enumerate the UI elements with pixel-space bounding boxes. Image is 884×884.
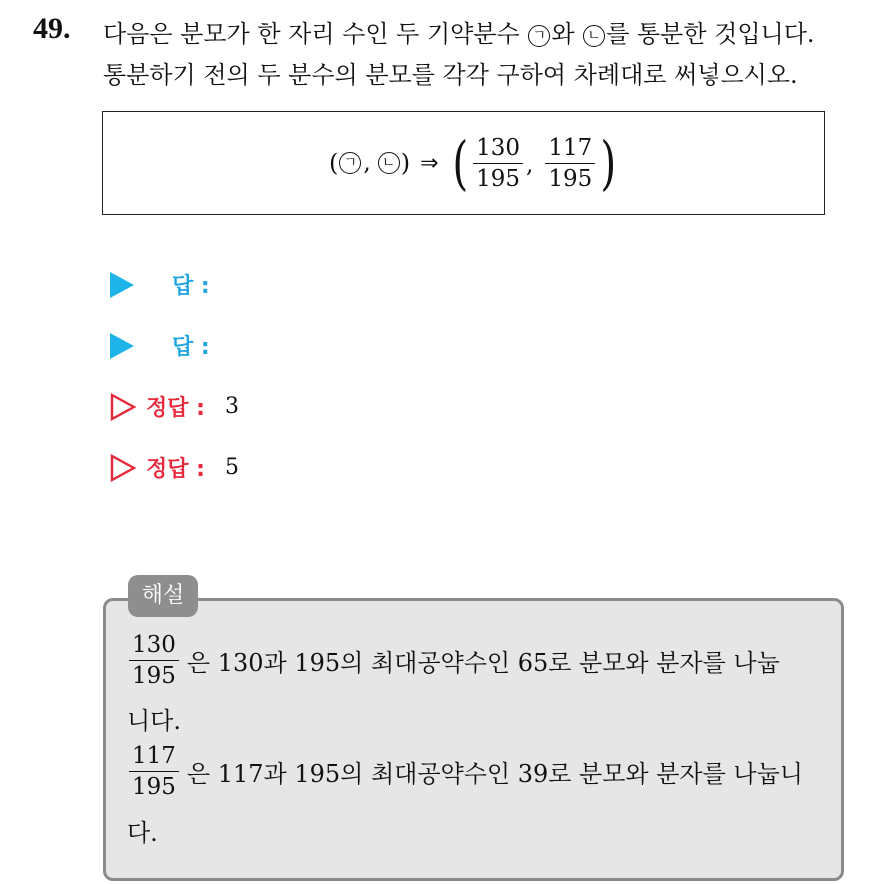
answer-row-1[interactable]	[110, 269, 210, 300]
explanation-fraction-1-denominator: 195	[132, 663, 176, 689]
circled-nieun-icon: ㄴ	[378, 152, 400, 174]
answer-row-2[interactable]	[110, 330, 210, 361]
correct-answer-row-2	[110, 452, 239, 483]
fraction-comma: ,	[526, 152, 534, 178]
explanation-tag: 해설	[128, 575, 198, 617]
explanation-text-2: 은 117과 195의 최대공약수인 39로 분모와 분자를 나눕니	[186, 760, 803, 788]
implies-arrow-icon: ⇒	[420, 150, 439, 176]
fraction-expression	[329, 129, 620, 197]
open-paren: (	[329, 149, 339, 177]
fraction-1	[473, 135, 523, 192]
question-line-2: 통분하기 전의 두 분수의 분모를 각각 구하여 차례대로 써넣으시오.	[103, 61, 798, 89]
play-triangle-icon	[110, 333, 134, 359]
explanation-fraction-1-numerator: 130	[129, 632, 179, 661]
explanation-fraction-1	[129, 632, 179, 689]
outline-triangle-icon	[110, 393, 136, 421]
question-text-a: 다음은 분모가 한 자리 수인 두 기약분수	[103, 20, 528, 48]
explanation-fraction-2-denominator: 195	[132, 774, 176, 800]
explanation-line-1	[127, 632, 780, 689]
close-paren: )	[400, 149, 411, 177]
answer-label: 답 :	[172, 335, 210, 360]
explanation-fraction-2-numerator: 117	[129, 743, 179, 772]
correct-answer-label: 정답 :	[146, 396, 205, 421]
question-number: 49.	[33, 12, 71, 45]
correct-answer-value: 3	[224, 394, 239, 419]
big-open-paren: (	[451, 129, 468, 197]
circled-giyeok-icon: ㄱ	[339, 152, 361, 174]
explanation-line-1-cont: 니다.	[127, 707, 181, 735]
answer-label: 답 :	[172, 274, 210, 299]
play-triangle-icon	[110, 272, 134, 298]
fraction-2-denominator: 195	[548, 165, 593, 192]
correct-answer-value: 5	[224, 455, 239, 480]
fraction-1-denominator: 195	[476, 165, 521, 192]
correct-answer-row-1	[110, 391, 239, 422]
explanation-text-1: 은 130과 195의 최대공약수인 65로 분모와 분자를 나눕	[186, 649, 780, 677]
explanation-line-2-cont: 다.	[127, 819, 158, 847]
question-line-1	[103, 14, 815, 49]
circled-giyeok-icon: ㄱ	[528, 25, 550, 47]
fraction-2	[545, 135, 595, 192]
explanation-line-2	[127, 743, 803, 800]
correct-answer-label: 정답 :	[146, 457, 205, 482]
big-close-paren: )	[600, 129, 617, 197]
explanation-fraction-2	[129, 743, 179, 800]
circled-nieun-icon: ㄴ	[583, 25, 605, 47]
fraction-2-numerator: 117	[545, 135, 595, 164]
question-text-b: 와	[551, 20, 583, 48]
expression-box	[102, 111, 825, 215]
outline-triangle-icon	[110, 454, 136, 482]
fraction-1-numerator: 130	[473, 135, 523, 164]
question-text-c: 를 통분한 것입니다.	[606, 20, 815, 48]
expr-separator: ,	[363, 150, 371, 176]
